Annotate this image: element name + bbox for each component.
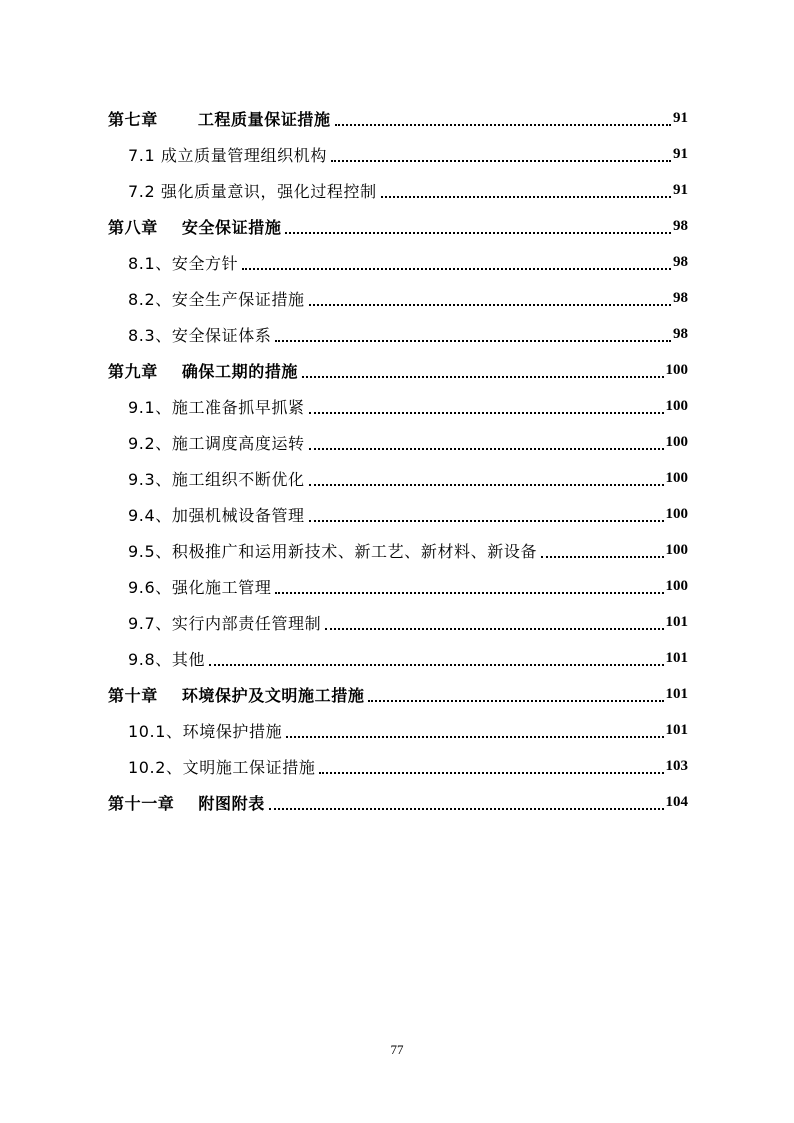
toc-page-number: 98: [673, 325, 688, 342]
toc-page-number: 91: [673, 109, 688, 126]
toc-entry-label: 9.6、强化施工管理: [128, 577, 272, 597]
dot-leader: [269, 808, 664, 810]
toc-page-number: 91: [673, 181, 688, 198]
toc-section-entry: [108, 280, 688, 316]
toc-page-number: 104: [665, 793, 688, 810]
toc-section-entry: [108, 136, 688, 172]
toc-section-entry: [108, 640, 688, 676]
toc-entry-label: 10.1、环境保护措施: [128, 721, 283, 741]
toc-page-number: 100: [665, 397, 688, 414]
toc-page-number: 100: [665, 577, 688, 594]
toc-section-entry: [108, 460, 688, 496]
toc-entry-label: 9.4、加强机械设备管理: [128, 505, 305, 525]
toc-page-number: 100: [665, 361, 688, 378]
dot-leader: [209, 664, 663, 666]
toc-entry-label: 9.5、积极推广和运用新技术、新工艺、新材料、新设备: [128, 541, 538, 561]
dot-leader: [331, 160, 671, 162]
table-of-contents: [108, 100, 688, 820]
toc-entry-label: [108, 683, 364, 706]
toc-section-entry: [108, 496, 688, 532]
chapter-title: 工程质量保证措施: [197, 109, 331, 129]
toc-page-number: 100: [665, 505, 688, 522]
toc-entry-label: 10.2、文明施工保证措施: [128, 757, 316, 777]
dot-leader: [319, 772, 663, 774]
toc-page-number: 98: [673, 253, 688, 270]
toc-section-entry: [108, 172, 688, 208]
chapter-number: 第八章: [108, 217, 158, 237]
toc-entry-label: 8.2、安全生产保证措施: [128, 289, 305, 309]
toc-section-entry: [108, 424, 688, 460]
dot-leader: [309, 484, 664, 486]
toc-page-number: 101: [665, 721, 688, 738]
toc-page-number: 101: [665, 649, 688, 666]
toc-page-number: 100: [665, 469, 688, 486]
dot-leader: [335, 124, 671, 126]
toc-entry-label: 9.3、施工组织不断优化: [128, 469, 305, 489]
page-number: 77: [390, 1042, 404, 1057]
dot-leader: [275, 340, 671, 342]
toc-section-entry: [108, 604, 688, 640]
toc-entry-label: 7.1 成立质量管理组织机构: [128, 145, 327, 165]
toc-entry-label: 9.7、实行内部责任管理制: [128, 613, 322, 633]
toc-page-number: 101: [665, 685, 688, 702]
toc-section-entry: [108, 244, 688, 280]
toc-section-entry: [108, 316, 688, 352]
chapter-title: 附图附表: [198, 793, 265, 813]
dot-leader: [368, 700, 663, 702]
dot-leader: [302, 376, 663, 378]
toc-page-number: 98: [673, 289, 688, 306]
toc-chapter-entry: [108, 676, 688, 712]
toc-page-number: 100: [665, 541, 688, 558]
chapter-number: 第七章: [108, 109, 158, 129]
chapter-title: 确保工期的措施: [181, 361, 299, 381]
toc-entry-label: [108, 791, 265, 814]
chapter-title: 环境保护及文明施工措施: [181, 685, 365, 705]
toc-page-number: 103: [665, 757, 688, 774]
dot-leader: [381, 196, 671, 198]
dot-leader: [325, 628, 663, 630]
toc-page-number: 101: [665, 613, 688, 630]
toc-entry-label: [108, 359, 298, 382]
dot-leader: [309, 304, 671, 306]
toc-chapter-entry: [108, 100, 688, 136]
toc-entry-label: 9.2、施工调度高度运转: [128, 433, 305, 453]
toc-entry-label: 7.2 强化质量意识，强化过程控制: [128, 181, 377, 201]
toc-entry-label: 8.1、安全方针: [128, 253, 239, 273]
chapter-number: 第十一章: [108, 793, 175, 813]
toc-page-number: 98: [673, 217, 688, 234]
toc-section-entry: [108, 748, 688, 784]
dot-leader: [286, 736, 663, 738]
toc-chapter-entry: [108, 352, 688, 388]
dot-leader: [309, 448, 664, 450]
toc-section-entry: [108, 712, 688, 748]
toc-page-number: 91: [673, 145, 688, 162]
dot-leader: [285, 232, 671, 234]
toc-section-entry: [108, 568, 688, 604]
chapter-number: 第十章: [108, 685, 158, 705]
dot-leader: [541, 556, 663, 558]
chapter-number: 第九章: [108, 361, 158, 381]
chapter-title: 安全保证措施: [181, 217, 282, 237]
toc-entry-label: [108, 107, 331, 130]
dot-leader: [309, 412, 664, 414]
toc-section-entry: [108, 388, 688, 424]
toc-entry-label: [108, 215, 281, 238]
dot-leader: [309, 520, 664, 522]
toc-entry-label: 9.1、施工准备抓早抓紧: [128, 397, 305, 417]
dot-leader: [242, 268, 671, 270]
toc-chapter-entry: [108, 208, 688, 244]
toc-section-entry: [108, 532, 688, 568]
toc-chapter-entry: [108, 784, 688, 820]
dot-leader: [275, 592, 663, 594]
toc-page-number: 100: [665, 433, 688, 450]
toc-entry-label: 9.8、其他: [128, 649, 206, 669]
toc-entry-label: 8.3、安全保证体系: [128, 325, 272, 345]
